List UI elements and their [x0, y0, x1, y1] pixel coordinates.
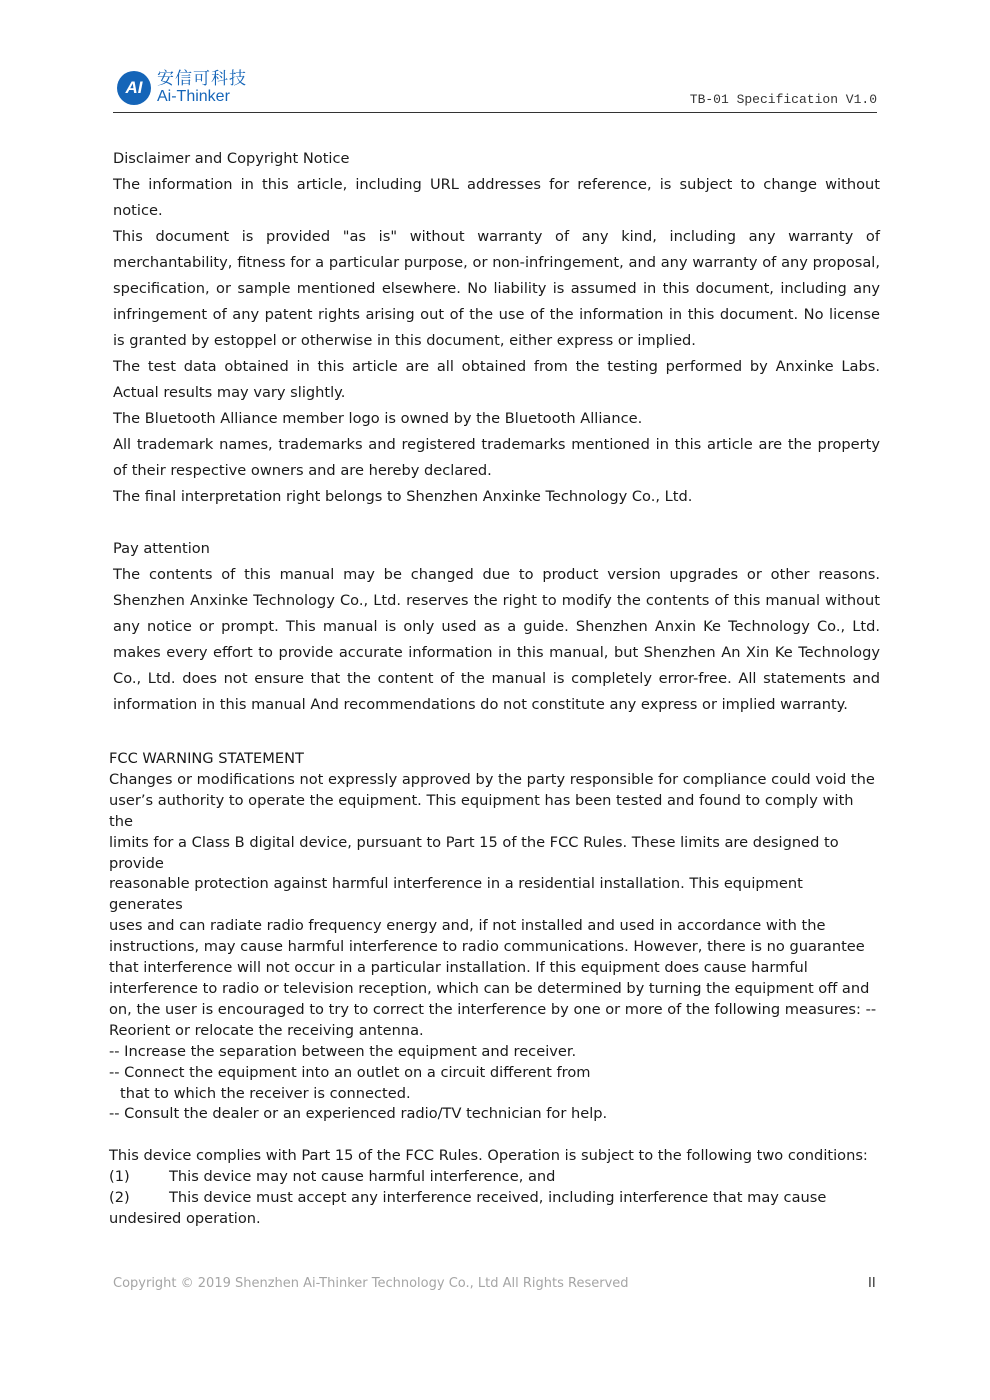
page-number: II [868, 1276, 876, 1291]
fcc-section [109, 749, 879, 1230]
fcc-line: Changes or modifications not expressly approved by the party responsible for compliance could void the [109, 770, 875, 788]
fcc-line: user’s authority to operate the equipment. This equipment has been tested and found to comply with the [109, 791, 854, 830]
fcc-line: -- Consult the dealer or an experienced radio/TV technician for help. [109, 1105, 608, 1123]
fcc-line: that interference will not occur in a particular installation. If this equipment does cause harmful [109, 959, 808, 977]
disclaimer-paragraph: The Bluetooth Alliance member logo is owned by the Bluetooth Alliance. [113, 410, 643, 427]
ai-thinker-logo [117, 70, 247, 106]
page-header [113, 66, 877, 113]
condition-continuation: undesired operation. [109, 1209, 261, 1227]
document-title: TB-01 Specification V1.0 [689, 92, 877, 107]
fcc-line: uses and can radiate radio frequency energy and, if not installed and used in accordance with the [109, 917, 826, 935]
logo-wordmark [157, 70, 247, 106]
fcc-line: interference to radio or television reception, which can be determined by turning the equipment off and [109, 979, 870, 997]
disclaimer-paragraph: All trademark names, trademarks and registered trademarks mentioned in this article are the property of their respective owners and are hereby declared. [113, 436, 880, 479]
disclaimer-paragraph: The test data obtained in this article are all obtained from the testing performed by Anxinke Labs. Actual results may vary slightly. [113, 358, 880, 401]
logo-badge: AI [117, 71, 151, 105]
condition-number: (2) [109, 1189, 130, 1207]
fcc-line: -- Connect the equipment into an outlet on a circuit different from [109, 1063, 591, 1081]
logo-english-name: Ai-Thinker [157, 88, 230, 105]
fcc-condition-1 [109, 1167, 879, 1188]
fcc-line: instructions, may cause harmful interference to radio communications. However, there is no guarantee [109, 938, 865, 956]
disclaimer-paragraph: The final interpretation right belongs to Shenzhen Anxinke Technology Co., Ltd. [113, 488, 693, 505]
condition-text: This device may not cause harmful interference, and [169, 1168, 556, 1186]
fcc-compliance-statement: This device complies with Part 15 of the FCC Rules. Operation is subject to the following two conditions: [109, 1147, 868, 1165]
fcc-line: on, the user is encouraged to try to correct the interference by one or more of the following measures: -- [109, 1000, 877, 1018]
fcc-line: reasonable protection against harmful interference in a residential installation. This equipment generates [109, 875, 803, 914]
fcc-line: -- Increase the separation between the equipment and receiver. [109, 1042, 577, 1060]
fcc-condition-2 [109, 1188, 879, 1209]
attention-heading: Pay attention [113, 540, 210, 557]
fcc-line: limits for a Class B digital device, pursuant to Part 15 of the FCC Rules. These limits are designed to provide [109, 833, 839, 872]
fcc-heading: FCC WARNING STATEMENT [109, 750, 304, 767]
condition-number: (1) [109, 1168, 130, 1186]
footer-copyright: Copyright © 2019 Shenzhen Ai-Thinker Technology Co., Ltd All Rights Reserved [113, 1276, 629, 1291]
fcc-line: that to which the receiver is connected. [120, 1084, 411, 1102]
disclaimer-paragraph: The information in this article, including URL addresses for reference, is subject to change without notice. [113, 176, 880, 219]
disclaimer-paragraph: This document is provided "as is" without warranty of any kind, including any warranty of merchantability, fitness for a particular purpose, or non-infringement, and any warranty of any proposal, specification, or sample mentioned elsewhere. No liability is assumed in this document, including any infringement of any patent rights arising out of the use of the information in this document. No license is granted by estoppel or otherwise in this document, either express or implied. [113, 228, 880, 349]
disclaimer-section [113, 146, 880, 718]
disclaimer-heading: Disclaimer and Copyright Notice [113, 150, 350, 167]
fcc-line: Reorient or relocate the receiving antenna. [109, 1021, 424, 1039]
condition-text: This device must accept any interference received, including interference that may cause [169, 1189, 827, 1207]
logo-chinese-name: 安信可科技 [157, 69, 247, 88]
attention-paragraph: The contents of this manual may be changed due to product version upgrades or other reasons. Shenzhen Anxinke Technology Co., Ltd. reserves the right to modify the contents of this manual without any notice or prompt. This manual is only used as a guide. Shenzhen Anxin Ke Technology Co., Ltd. makes every effort to provide accurate information in this manual, but Shenzhen An Xin Ke Technology Co., Ltd. does not ensure that the content of the manual is completely error-free. All statements and information in this manual And recommendations do not constitute any express or implied warranty. [113, 566, 880, 713]
